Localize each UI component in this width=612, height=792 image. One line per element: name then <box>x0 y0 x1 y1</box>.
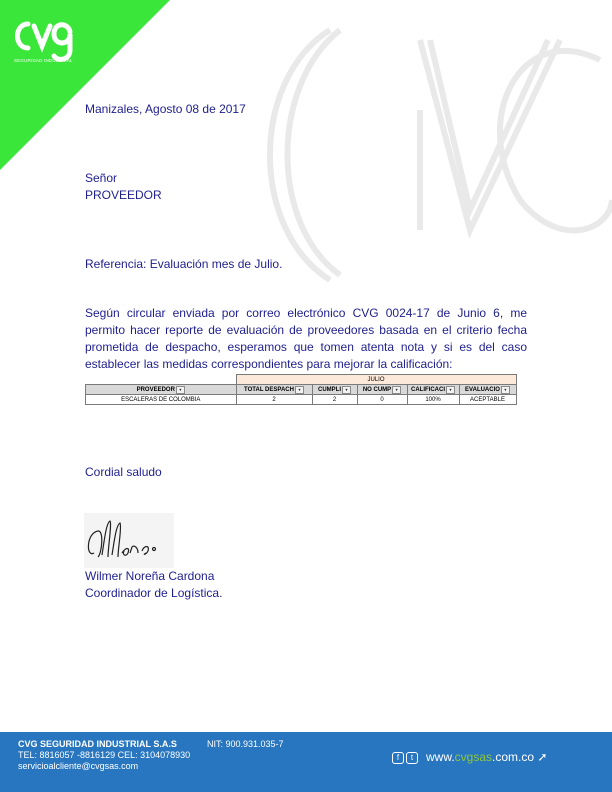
recipient: PROVEEDOR <box>85 188 162 202</box>
filter-icon[interactable]: ▾ <box>295 386 304 394</box>
footer-phones: TEL: 8816057 -8816129 CEL: 3104078930 <box>18 750 191 760</box>
closing: Cordial saludo <box>85 465 162 479</box>
filter-icon[interactable]: ▾ <box>392 386 401 394</box>
social-icons <box>392 751 420 764</box>
cursor-icon: ➚ <box>537 750 548 764</box>
header-calificacion[interactable]: CALIFICACI ▾ <box>407 385 459 395</box>
twitter-icon[interactable]: t <box>406 752 418 764</box>
filter-icon[interactable]: ▾ <box>501 386 510 394</box>
cell-total: 2 <box>236 395 312 405</box>
reference-line: Referencia: Evaluación mes de Julio. <box>85 257 283 271</box>
signature-icon <box>84 513 174 568</box>
cell-calificacion: 100% <box>407 395 459 405</box>
header-total-despachos[interactable]: TOTAL DESPACH ▾ <box>236 385 312 395</box>
footer <box>0 732 612 792</box>
signer-name: Wilmer Noreña Cardona <box>85 569 215 583</box>
web-prefix: www. <box>426 750 455 764</box>
header-evaluacion[interactable]: EVALUACIO ▾ <box>459 385 516 395</box>
footer-nit: NIT: 900.931.035-7 <box>207 739 284 749</box>
cell-proveedor: ESCALERAS DE COLOMBIA <box>86 395 237 405</box>
header-cumplidos[interactable]: CUMPLI ▾ <box>312 385 357 395</box>
table-header-row <box>86 385 517 395</box>
filter-icon[interactable]: ▾ <box>446 386 455 394</box>
header-no-cumplidos[interactable]: NO CUMP ▾ <box>357 385 407 395</box>
salutation: Señor <box>85 171 118 185</box>
logo-subtitle: SEGURIDAD INDUSTRIAL <box>14 58 73 63</box>
footer-company: CVG SEGURIDAD INDUSTRIAL S.A.S <box>18 739 177 749</box>
evaluation-table <box>85 374 517 405</box>
cvg-logo-icon <box>8 10 78 65</box>
footer-email[interactable]: servicioalcliente@cvgsas.com <box>18 761 139 771</box>
letter-date: Manizales, Agosto 08 de 2017 <box>85 102 246 116</box>
footer-website[interactable] <box>426 750 547 764</box>
cell-evaluacion: ACEPTABLE <box>459 395 516 405</box>
cell-no-cumplidos: 0 <box>357 395 407 405</box>
signer-title: Coordinador de Logística. <box>85 586 223 600</box>
table-spacer <box>86 375 237 385</box>
letter-body: Según circular enviada por correo electrónico CVG 0024-17 de Junio 6, me permito hacer reporte de evaluación de proveedores basada en el criterio fecha prometida de despacho, esperamos que tomen atenta nota y si es del caso establecer las medidas correspondientes para mejorar la calificación: <box>85 306 527 371</box>
filter-icon[interactable]: ▾ <box>342 386 351 394</box>
facebook-icon[interactable]: f <box>392 752 404 764</box>
web-suffix: .com.co <box>492 750 535 764</box>
web-brand: cvgsas <box>454 750 493 764</box>
table-row <box>86 395 517 405</box>
signature-image <box>84 513 174 568</box>
month-header: JULIO <box>236 375 516 385</box>
filter-icon[interactable]: ▾ <box>176 386 185 394</box>
cell-cumplidos: 2 <box>312 395 357 405</box>
header-proveedor[interactable]: PROVEEDOR ▾ <box>86 385 237 395</box>
